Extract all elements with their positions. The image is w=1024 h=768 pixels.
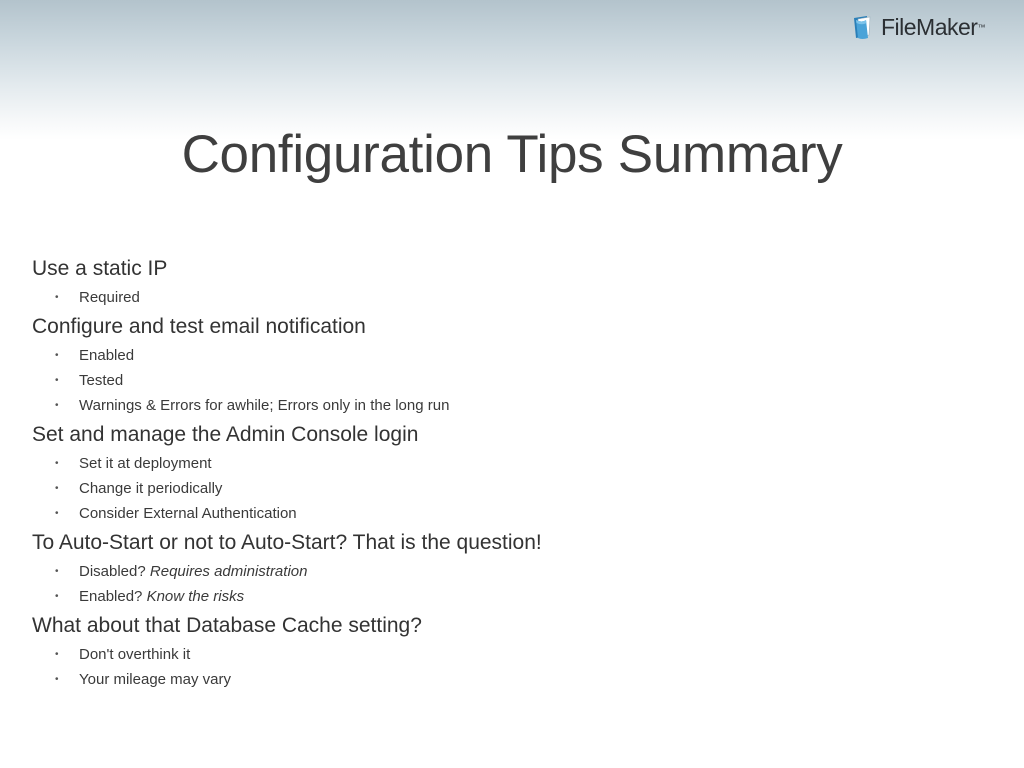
bullet-item: [32, 559, 992, 584]
bullet-emphasis: Requires administration: [149, 563, 308, 580]
bullet-item: [32, 476, 992, 501]
section-heading: Set and manage the Admin Console login: [32, 423, 419, 446]
bullet-dot: •: [55, 375, 59, 386]
bullet-dot: •: [55, 400, 59, 411]
bullet-text: Enabled: [79, 347, 135, 364]
section-heading: Use a static IP: [32, 257, 168, 280]
bullet-text: Warnings & Errors for awhile; Errors only in the long run: [79, 397, 450, 414]
section-auto-start: [32, 526, 992, 609]
filemaker-logo: [852, 12, 985, 42]
bullet-text: Set it at deployment: [79, 455, 212, 472]
bullet-item: [32, 343, 992, 368]
bullet-list: [32, 451, 992, 526]
bullet-item: [32, 285, 992, 310]
bullet-dot: •: [55, 350, 59, 361]
bullet-dot: •: [55, 483, 59, 494]
bullet-text: Change it periodically: [79, 480, 223, 497]
section-heading: Configure and test email notification: [32, 315, 366, 338]
bullet-list: [32, 559, 992, 609]
bullet-item: [32, 667, 992, 692]
bullet-emphasis: Know the risks: [146, 588, 245, 605]
logo-trademark: ™: [977, 22, 986, 32]
section-database-cache: [32, 609, 992, 692]
bullet-item: [32, 368, 992, 393]
bullet-text: Enabled?: [79, 588, 147, 605]
bullet-text: Don't overthink it: [79, 646, 191, 663]
bullet-item: [32, 393, 992, 418]
bullet-dot: •: [55, 674, 59, 685]
bullet-dot: •: [55, 649, 59, 660]
bullet-text: Required: [79, 289, 140, 306]
bullet-dot: •: [55, 292, 59, 303]
bullet-list: [32, 285, 992, 310]
slide-title: Configuration Tips Summary: [181, 125, 843, 184]
bullet-list: [32, 343, 992, 418]
section-heading: What about that Database Cache setting?: [32, 614, 422, 637]
section-heading: To Auto-Start or not to Auto-Start? That is the question!: [32, 531, 542, 554]
bullet-item: [32, 501, 992, 526]
bullet-dot: •: [55, 458, 59, 469]
logo-wordmark: FileMaker: [881, 13, 978, 40]
bullet-text: Your mileage may vary: [79, 671, 232, 688]
section-admin-console-login: [32, 418, 992, 526]
bullet-item: [32, 584, 992, 609]
bullet-item: [32, 451, 992, 476]
section-email-notification: [32, 310, 992, 418]
bullet-text: Consider External Authentication: [79, 505, 297, 522]
bullet-text: Tested: [79, 372, 124, 389]
bullet-dot: •: [55, 591, 59, 602]
bullet-dot: •: [55, 508, 59, 519]
bullet-list: [32, 642, 992, 692]
slide-content: [32, 252, 992, 692]
bullet-text: Disabled?: [79, 563, 150, 580]
bullet-item: [32, 642, 992, 667]
bullet-dot: •: [55, 566, 59, 577]
section-static-ip: [32, 252, 992, 310]
filemaker-folder-icon: [852, 14, 878, 40]
